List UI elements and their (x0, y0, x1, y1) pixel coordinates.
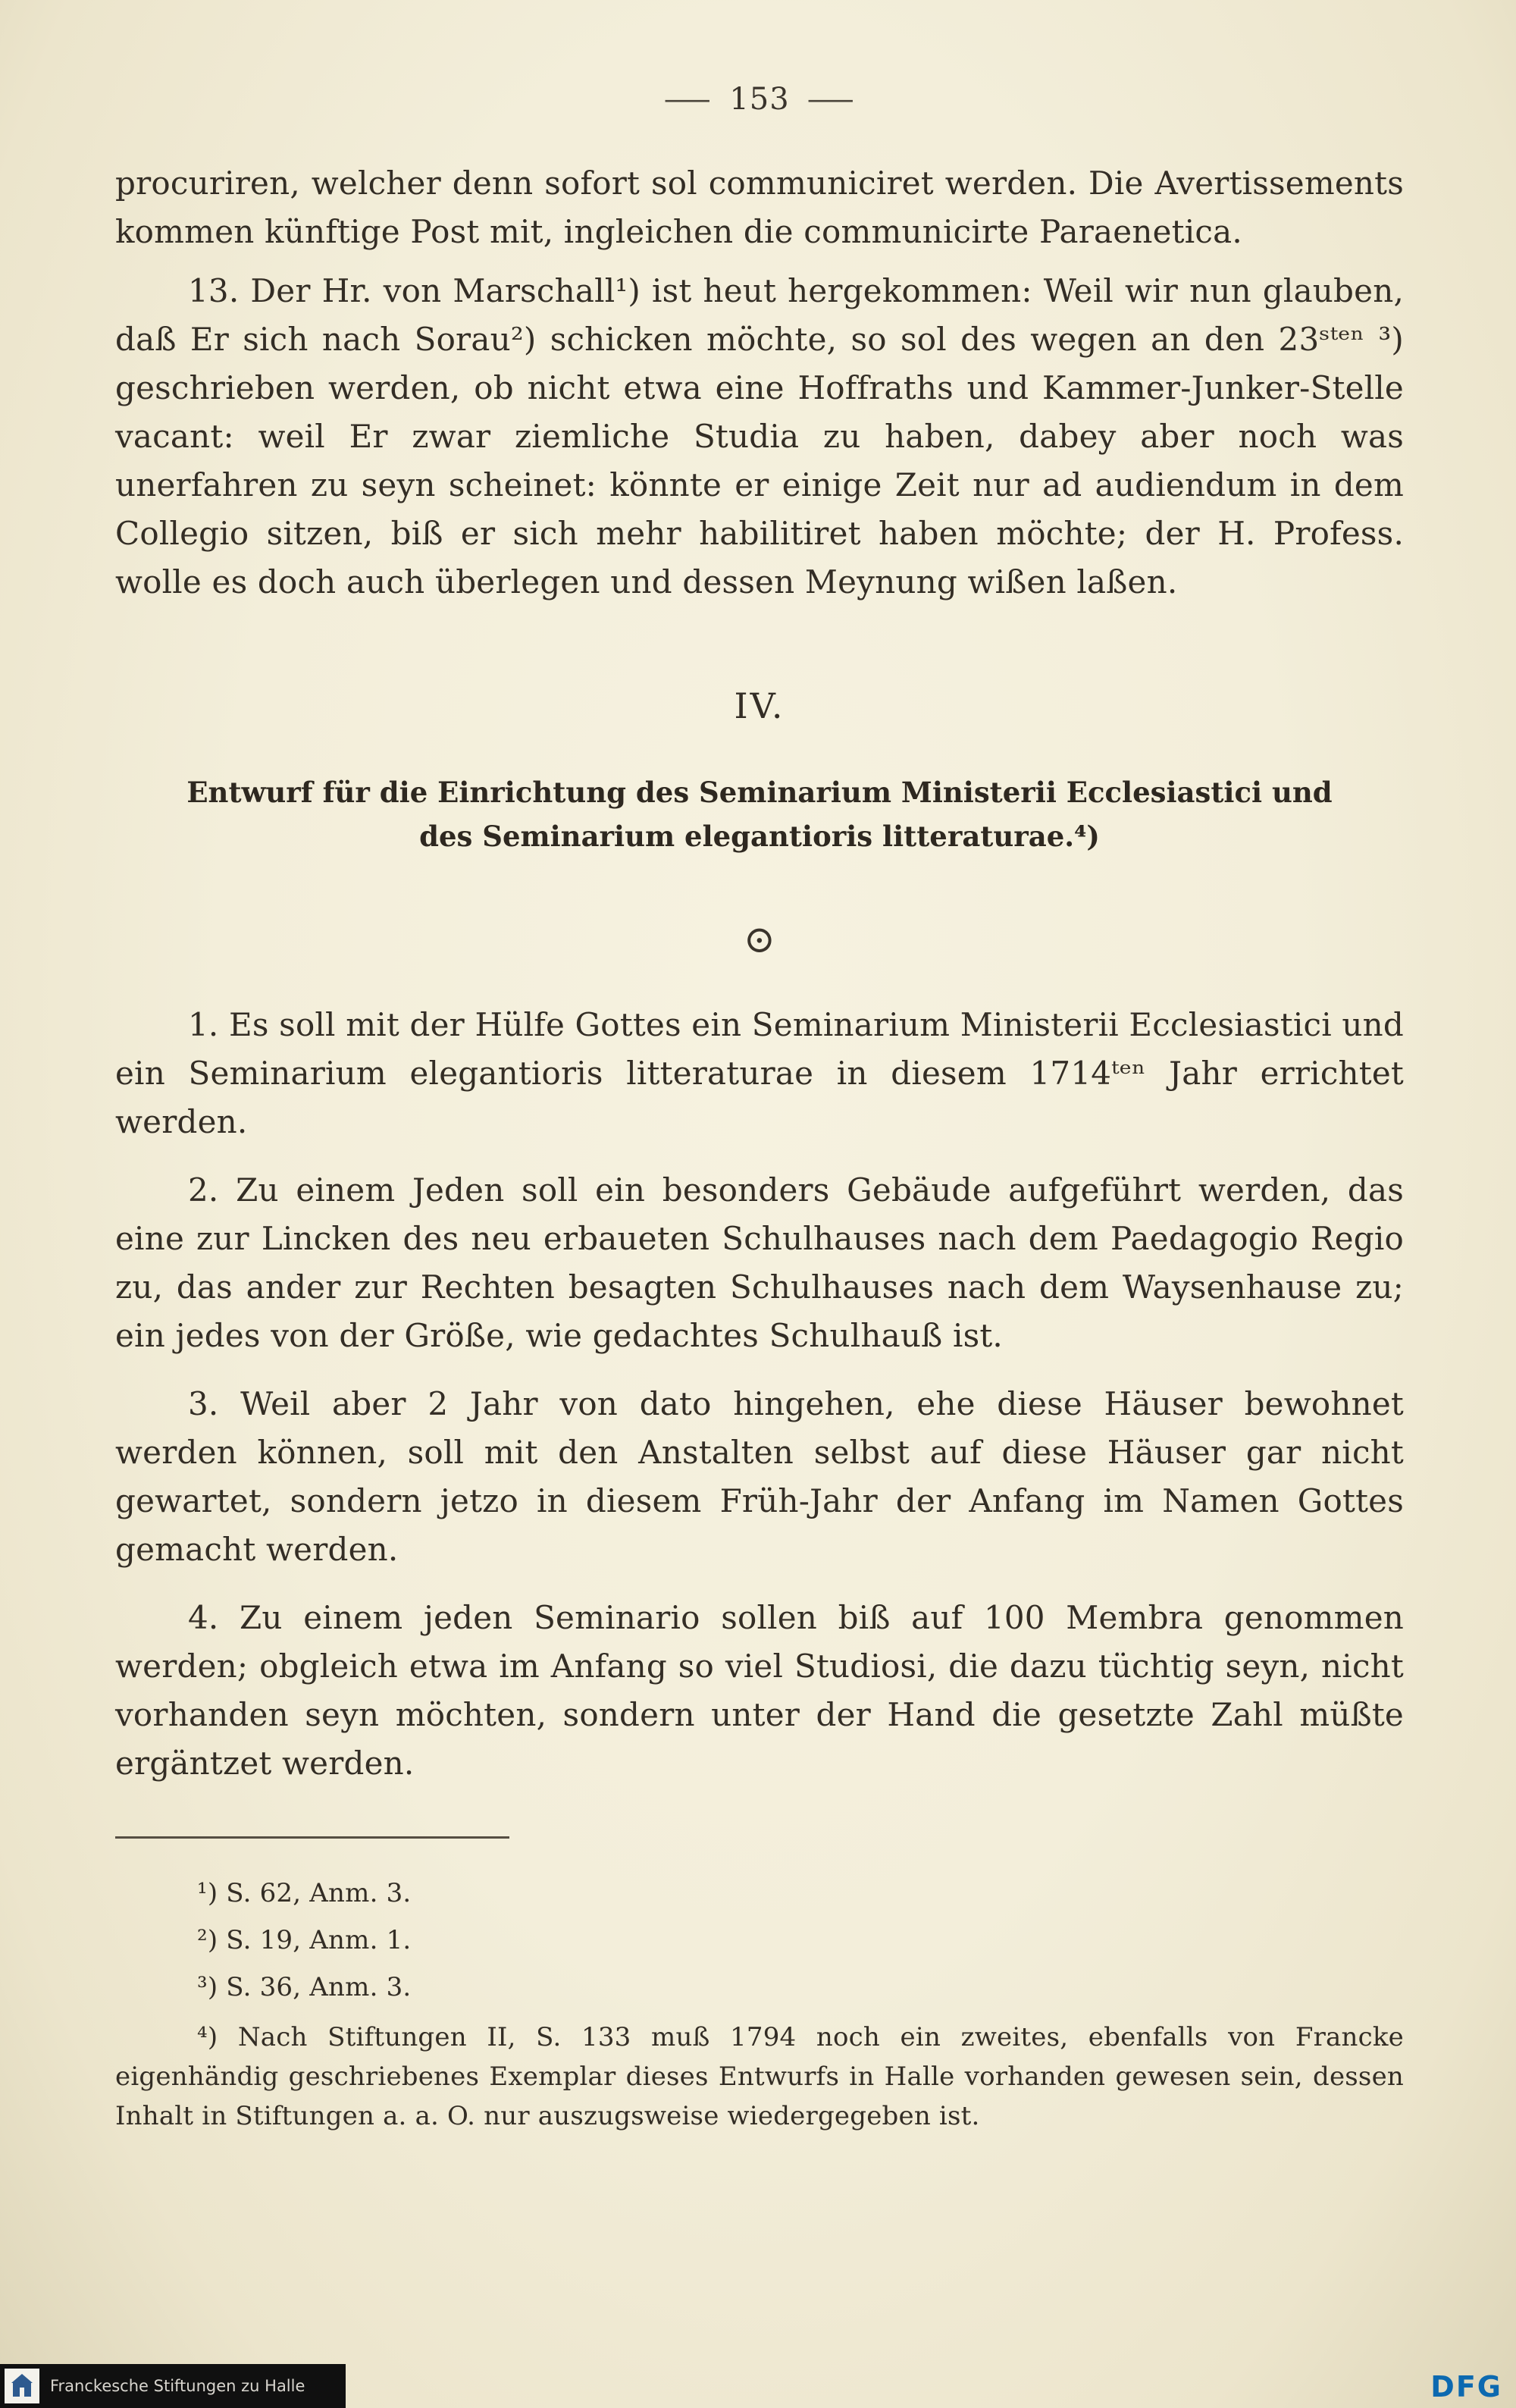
archive-logo-icon (5, 2369, 39, 2403)
text-column (115, 0, 1404, 2143)
footnote-2: ²) S. 19, Anm. 1. (197, 1925, 412, 1955)
page-number-dash-left: — (663, 82, 713, 117)
numbered-paragraph-3: 3. Weil aber 2 Jahr von dato hingehen, ehe diese Häuser bewohnet werden können, soll mit den Anstalten selbst auf diese Häuser gar nicht gewartet, sondern jetzo in diesem Früh-Jahr der Anfang im Namen Gottes gemacht werden. (115, 1385, 1404, 1568)
footer-bar (0, 2364, 1516, 2408)
section-title: Entwurf für die Einrichtung des Seminarium Ministerii Ecclesiastici und des Seminarium elegantioris litteraturae.⁴) (186, 776, 1333, 853)
footnote-separator (115, 1836, 509, 1839)
page-number-dash-right: — (806, 82, 856, 117)
archive-name: Franckesche Stiftungen zu Halle (50, 2377, 305, 2395)
footnote-4: ⁴) Nach Stiftungen II, S. 133 muß 1794 noch ein zweites, ebenfalls von Francke eigenhändig geschriebenes Exemplar dieses Entwurfs in Halle vorhanden gewesen sein, dessen Inhalt in Stiftungen a. a. O. nur auszugsweise wiedergegeben ist. (115, 2022, 1404, 2131)
paragraph-continuation: procuriren, welcher denn sofort sol communiciret werden. Die Avertissements kommen künftige Post mit, ingleichen die communicirte Paraenetica. (115, 165, 1404, 250)
section-numeral: IV. (734, 685, 785, 726)
dfg-logo: DFG (1430, 2370, 1502, 2403)
page-header (115, 82, 1404, 117)
footnote-1: ¹) S. 62, Anm. 3. (197, 1878, 412, 1908)
footnote-3: ³) S. 36, Anm. 3. (197, 1972, 412, 2002)
paragraph-item-13: 13. Der Hr. von Marschall¹) ist heut hergekommen: Weil wir nun glauben, daß Er sich nach Sorau²) schicken möchte, so sol des wegen an den 23ˢᵗᵉⁿ ³) geschrieben werden, ob nicht etwa eine Hoffraths und Kammer-Junker-Stelle vacant: weil Er zwar ziemliche Studia zu haben, dabey aber noch was unerfahren zu seyn scheinet: könnte er einige Zeit nur ad audiendum in dem Collegio sitzen, biß er sich mehr habilitiret haben möchte; der H. Profess. wolle es doch auch überlegen und dessen Meynung wißen laßen. (115, 272, 1404, 600)
numbered-paragraph-4: 4. Zu einem jeden Seminario sollen biß auf 100 Membra genommen werden; obgleich etwa im Anfang so viel Studiosi, die dazu tüchtig seyn, nicht vorhanden seyn möchten, sondern unter der Hand die gesetzte Zahl müßte ergäntzet werden. (115, 1599, 1404, 1782)
page-number: 153 (729, 82, 790, 117)
numbered-paragraph-1: 1. Es soll mit der Hülfe Gottes ein Seminarium Ministerii Ecclesiastici und ein Seminarium elegantioris litteraturae in diesem 1714ᵗᵉⁿ Jahr errichtet werden. (115, 1006, 1404, 1140)
archive-strip (0, 2364, 346, 2408)
numbered-paragraph-2: 2. Zu einem Jeden soll ein besonders Gebäude aufgeführt werden, das eine zur Lincken des neu erbaueten Schulhauses nach dem Paedagogio Regio zu, das ander zur Rechten besagten Schulhauses nach dem Waysenhause zu; ein jedes von der Größe, wie gedachtes Schulhauß ist. (115, 1171, 1404, 1354)
sun-ornament-icon: ⊙ (744, 917, 775, 961)
